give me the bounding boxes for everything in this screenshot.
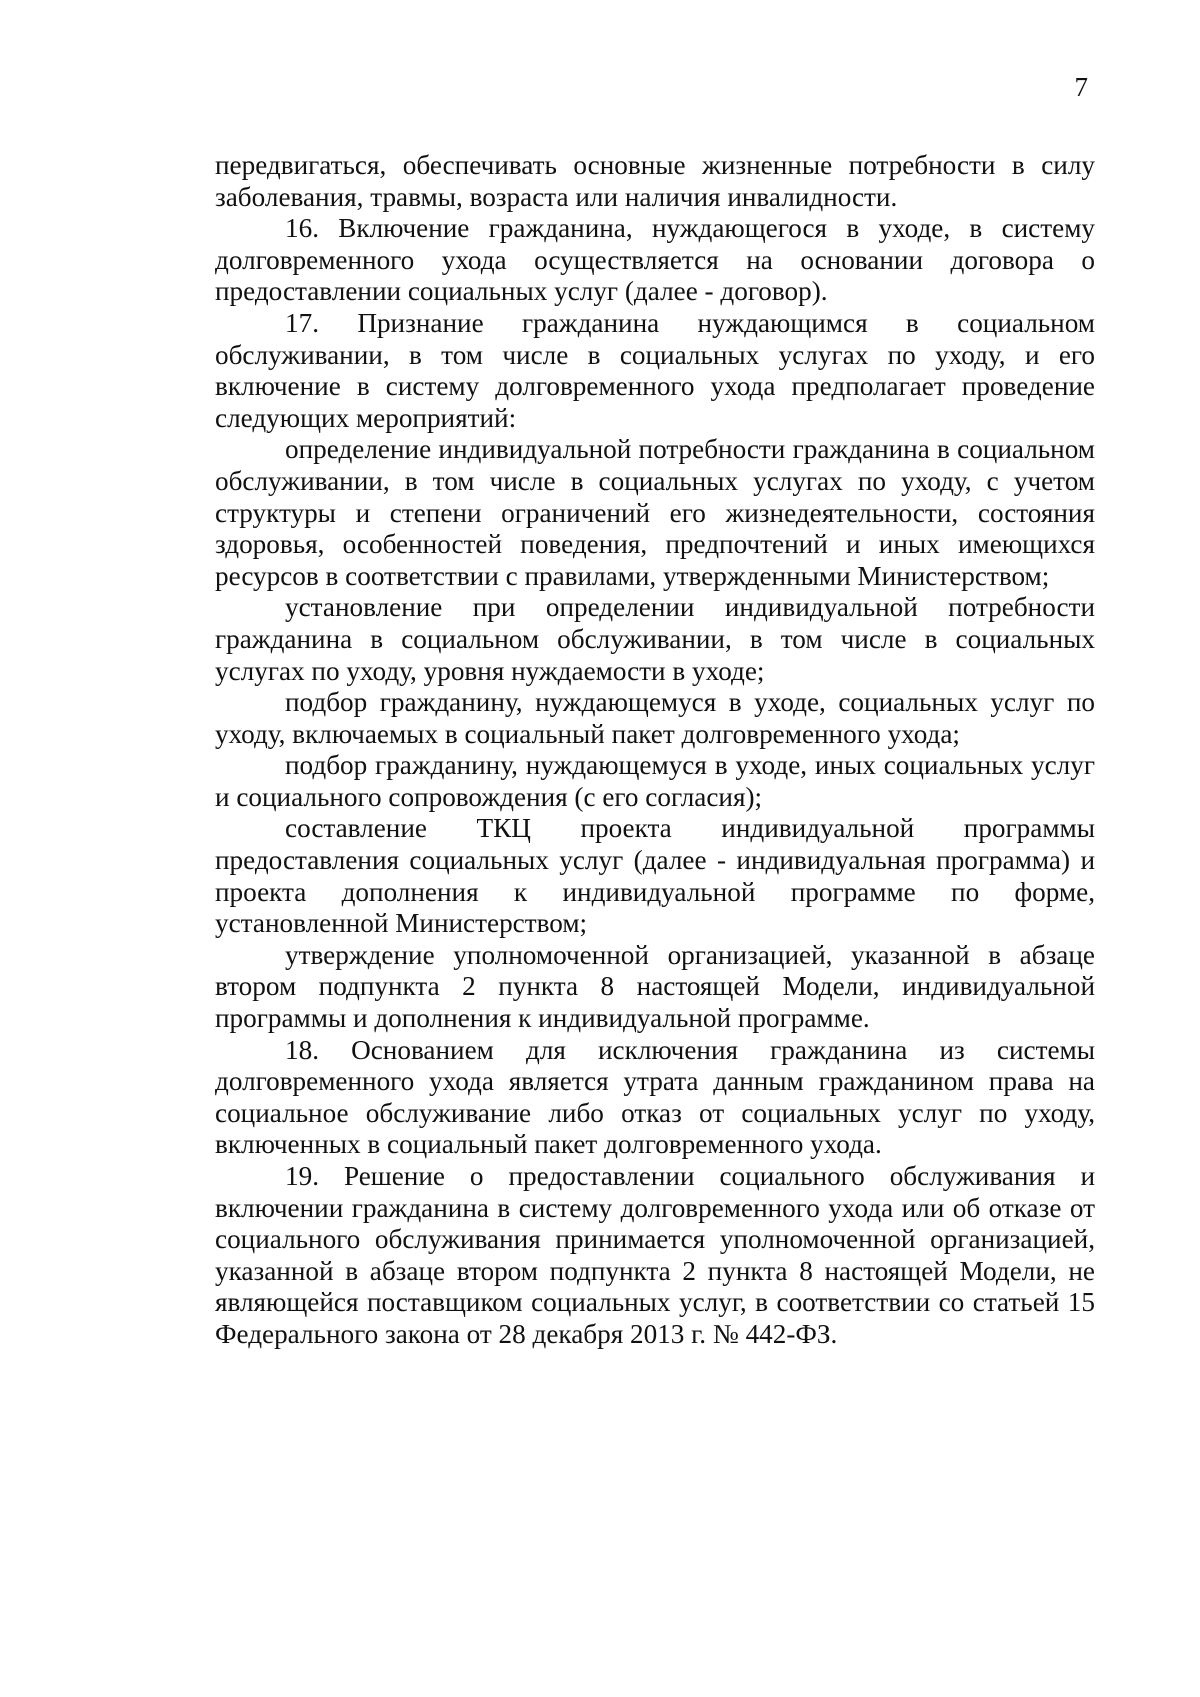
- paragraph-measure-program-approval: утверждение уполномоченной организацией, указанной в абзаце втором подпункта 2 пункта 8 настоящей Модели, индивидуальной программы и дополнения к индивидуальной программе.: [215, 939, 1095, 1034]
- page-number: 7: [1074, 72, 1088, 102]
- paragraph-item-19: 19. Решение о предоставлении социального обслуживания и включении гражданина в систему долговременного ухода или об отказе от социального обслуживания принимается уполномоченной организацией, указанной в абзаце втором подпункта 2 пункта 8 настоящей Модели, не являющейся поставщиком социальных услуг, в соответствии со статьей 15 Федерального закона от 28 декабря 2013 г. № 442-ФЗ.: [215, 1161, 1095, 1349]
- document-body: [215, 150, 1095, 1351]
- paragraph-measure-need-level: установление при определении индивидуальной потребности гражданина в социальном обслуживании, в том числе в социальных услугах по уходу, уровня нуждаемости в уходе;: [215, 592, 1095, 686]
- paragraph-item-17: 17. Признание гражданина нуждающимся в социальном обслуживании, в том числе в социальных услугах по уходу, и его включение в систему долговременного ухода предполагает проведение следующих мероприятий:: [215, 307, 1095, 433]
- paragraph-measure-care-services: подбор гражданину, нуждающемуся в уходе, социальных услуг по уходу, включаемых в социальный пакет долговременного ухода;: [215, 687, 1095, 749]
- paragraph-item-18: 18. Основанием для исключения гражданина из системы долговременного ухода является утрата данным гражданином права на социальное обслуживание либо отказ от социальных услуг по уходу, включенных в социальный пакет долговременного ухода.: [215, 1034, 1095, 1160]
- paragraph-measure-determination: определение индивидуальной потребности гражданина в социальном обслуживании, в том числе в социальных услугах по уходу, с учетом структуры и степени ограничений его жизнедеятельности, состояния здоровья, особенностей поведения, предпочтений и иных имеющихся ресурсов в соответствии с правилами, утвержденными Министерством;: [215, 434, 1095, 591]
- paragraph-item-16: 16. Включение гражданина, нуждающегося в уходе, в систему долговременного ухода осуществляется на основании договора о предоставлении социальных услуг (далее - договор).: [215, 213, 1095, 307]
- paragraph-measure-program-draft: составление ТКЦ проекта индивидуальной программы предоставления социальных услуг (далее - индивидуальная программа) и проекта дополнения к индивидуальной программе по форме, установленной Министерством;: [215, 813, 1095, 939]
- paragraph-continuation: передвигаться, обеспечивать основные жизненные потребности в силу заболевания, травмы, возраста или наличия инвалидности.: [215, 150, 1095, 212]
- paragraph-measure-other-services: подбор гражданину, нуждающемуся в уходе, иных социальных услуг и социального сопровождения (с его согласия);: [215, 750, 1095, 812]
